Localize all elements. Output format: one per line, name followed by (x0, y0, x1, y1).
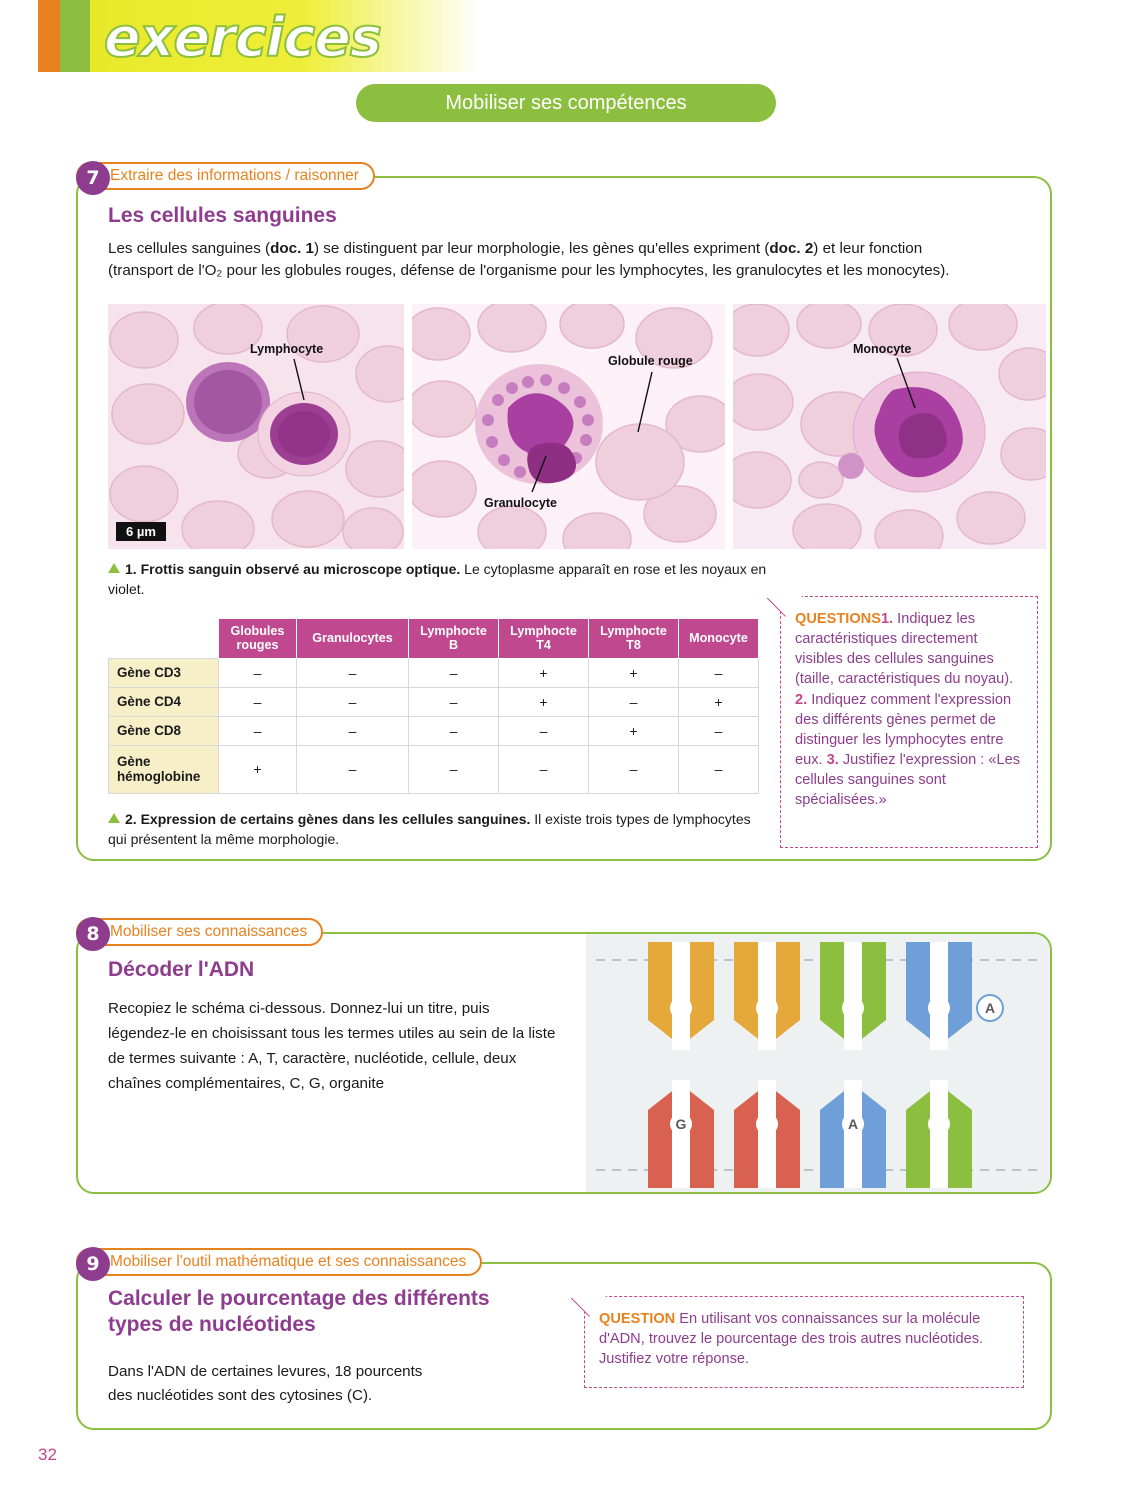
question-box-9 (584, 1296, 1024, 1388)
exercise-8-label-text: Mobiliser ses connaissances (110, 923, 308, 940)
exercise-7-label-text: Extraire des informations / raisonner (110, 167, 359, 184)
cell-cd3-t4: + (499, 658, 589, 687)
cell-cd8-gran: – (297, 716, 409, 745)
micrograph-2-label-granulocyte: Granulocyte (484, 496, 557, 510)
micrograph-2-leaders (412, 304, 725, 549)
doc1-ref: doc. 1 (270, 240, 314, 257)
banner-stripe-orange (38, 0, 60, 72)
cell-cd8-lb: – (409, 716, 499, 745)
cell-cd8-mono: – (679, 716, 759, 745)
exercise-7-number: 7 (76, 161, 110, 195)
intro-line-2: (transport de l'O₂ pour les globules rouges, défense de l'organisme pour les lymphocytes, les granulocytes et les monocytes). (108, 262, 950, 280)
cell-cd4-lb: – (409, 687, 499, 716)
exercise-9-label-chip (76, 1248, 482, 1276)
cell-hb-mono: – (679, 745, 759, 793)
exercise-9-number: 9 (76, 1247, 110, 1281)
table-col-granulocytes: Granulocytes (297, 619, 409, 659)
exercise-7-label-chip (76, 162, 375, 190)
exercise-block-7 (76, 176, 1052, 861)
figure-2-caption-rest: Il existe trois types de lymphocytes qui présentent la même morphologie. (108, 811, 751, 847)
question-2-text: Indiquez comment l'expression des différents gènes permet de distinguer les lymphocytes entre eux. (795, 691, 1012, 768)
micrograph-1-label: Lymphocyte (250, 342, 324, 356)
exercise-8-title: Décoder l'ADN (108, 958, 255, 981)
row-head-cd8: Gène CD8 (109, 716, 219, 745)
table-corner-cell (109, 619, 219, 659)
table-col-lymphocyte-t8: Lymphocte T8 (589, 619, 679, 659)
questions-box-7 (780, 596, 1038, 848)
caption-triangle-icon (108, 563, 120, 573)
figure-1-caption (108, 560, 768, 599)
exercise-8-number: 8 (76, 917, 110, 951)
dna-figure (586, 934, 1052, 1194)
cell-hb-gran: – (297, 745, 409, 793)
question-1-text: Indiquez les caractéristiques directement visibles des cellules sanguines (taille, caractéristiques du noyau). (795, 611, 1014, 688)
row-head-cd3: Gène CD3 (109, 658, 219, 687)
intro-text-c: ) et leur fonction (813, 240, 923, 257)
gene-expression-table-wrap (108, 618, 759, 794)
dna-figure-image (586, 934, 1052, 1194)
table-col-monocyte: Monocyte (679, 619, 759, 659)
question-3-text: Justifiez l'expression : «Les cellules sanguines sont spécialisées.» (795, 751, 1021, 809)
table-col-globules-rouges: Globules rouges (219, 619, 297, 659)
exercise-9-text (108, 1360, 548, 1409)
cell-cd3-t8: + (589, 658, 679, 687)
exercise-9-text-line2: des nucléotides sont des cytosines (C). (108, 1387, 373, 1405)
svg-text:A: A (847, 1116, 859, 1132)
table-row (109, 716, 759, 745)
cell-cd4-t8: – (589, 687, 679, 716)
micrograph-2-label-globule-rouge: Globule rouge (608, 354, 693, 368)
question-9-title: QUESTION (599, 1311, 676, 1327)
table-header-row (109, 619, 759, 659)
intro-text-b: ) se distinguent par leur morphologie, les gènes qu'elles expriment ( (314, 240, 770, 257)
figure-1-caption-rest: Le cytoplasme apparaît en rose et les noyaux en violet. (108, 561, 767, 597)
micrograph-row (108, 304, 1046, 549)
micrograph-1-leader (108, 304, 404, 549)
micrograph-monocyte (733, 304, 1046, 549)
gene-expression-table (108, 618, 759, 794)
cell-hb-t8: – (589, 745, 679, 793)
figure-2-caption-bold: 2. Expression de certains gènes dans les cellules sanguines. (125, 811, 531, 827)
cell-cd3-lb: – (409, 658, 499, 687)
cell-cd3-mono: – (679, 658, 759, 687)
micrograph-3-leader (733, 304, 1046, 549)
page-number: 32 (38, 1445, 57, 1464)
cell-cd4-gr: – (219, 687, 297, 716)
row-head-cd4: Gène CD4 (109, 687, 219, 716)
doc2-ref: doc. 2 (769, 240, 814, 257)
exercise-8-text: Recopiez le schéma ci-dessous. Donnez-lui un titre, puis légendez-le en choisissant tous les termes utiles au sein de la liste de termes suivante : A, T, caractère, nucléotide, cellule, deux chaînes complémentaires, C, G, organite (108, 1000, 556, 1093)
banner-stripe-green (60, 0, 90, 72)
exercise-block-9 (76, 1262, 1052, 1430)
table-row (109, 687, 759, 716)
table-col-lymphocyte-t4: Lymphocte T4 (499, 619, 589, 659)
micrograph-lymphocyte (108, 304, 404, 549)
micrograph-3-label: Monocyte (853, 342, 912, 356)
exercise-9-label-text: Mobiliser l'outil mathématique et ses connaissances (110, 1253, 467, 1270)
page-title: exercices (104, 6, 382, 69)
cell-cd8-t8: + (589, 716, 679, 745)
exercise-block-8 (76, 932, 1052, 1194)
table-row (109, 658, 759, 687)
table-col-lymphocyte-b: Lymphocte B (409, 619, 499, 659)
figure-2-caption (108, 810, 768, 849)
questions-title: QUESTIONS (795, 611, 881, 627)
cell-cd4-t4: + (499, 687, 589, 716)
exercise-9-title (108, 1286, 578, 1339)
exercise-8-label-chip (76, 918, 323, 946)
scale-bar: 6 µm (116, 522, 166, 541)
cell-cd4-gran: – (297, 687, 409, 716)
exercise-9-title-line1: Calculer le pourcentage des différents (108, 1287, 490, 1310)
question-2-num: 2. (795, 691, 808, 708)
question-1-num: 1. (880, 611, 894, 627)
row-head-hemoglobine: Gène hémoglobine (109, 745, 219, 793)
table-row (109, 745, 759, 793)
cell-cd8-t4: – (499, 716, 589, 745)
cell-hb-lb: – (409, 745, 499, 793)
competence-pill: Mobiliser ses compétences (356, 84, 776, 122)
caption-triangle-icon (108, 813, 120, 823)
cell-cd4-mono: + (679, 687, 759, 716)
question-3-num: 3. (826, 751, 839, 768)
cell-hb-gr: + (219, 745, 297, 793)
exercise-7-intro (108, 238, 1028, 282)
svg-text:A: A (984, 1000, 996, 1016)
exercise-9-text-line1: Dans l'ADN de certaines levures, 18 pourcents (108, 1363, 423, 1380)
cell-hb-t4: – (499, 745, 589, 793)
svg-text:G: G (675, 1116, 687, 1132)
intro-text-a: Les cellules sanguines ( (108, 240, 271, 257)
question-9-text: En utilisant vos connaissances sur la molécule d'ADN, trouvez le pourcentage des trois autres nucléotides. Justifiez votre réponse. (599, 1311, 984, 1368)
cell-cd8-gr: – (219, 716, 297, 745)
cell-cd3-gran: – (297, 658, 409, 687)
cell-cd3-gr: – (219, 658, 297, 687)
exercise-7-title: Les cellules sanguines (108, 204, 337, 227)
figure-1-caption-bold: 1. Frottis sanguin observé au microscope optique. (125, 561, 461, 577)
exercise-9-title-line2: types de nucléotides (108, 1313, 316, 1337)
micrograph-granulocyte (412, 304, 725, 549)
